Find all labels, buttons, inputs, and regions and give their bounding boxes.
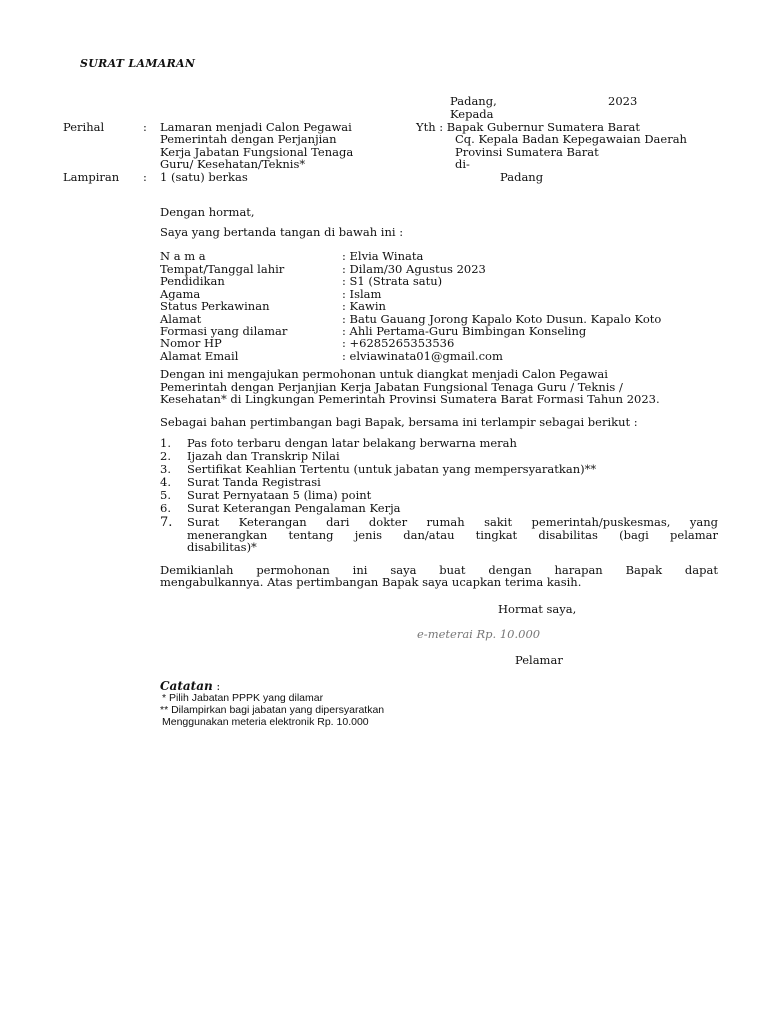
notes-heading-colon: : bbox=[212, 679, 221, 693]
identity-value: : Islam bbox=[342, 286, 382, 301]
identity-value: : +6285265353536 bbox=[342, 336, 455, 351]
list-item-text: disabilitas)* bbox=[187, 540, 257, 554]
perihal-line: Kerja Jabatan Fungsional Tenaga bbox=[160, 145, 354, 159]
emeterai-placeholder: e-meterai Rp. 10.000 bbox=[417, 627, 541, 641]
intro-text: Saya yang bertanda tangan di bawah ini : bbox=[160, 225, 404, 239]
recipient-kepada: Kepada bbox=[450, 107, 494, 121]
list-item-number: 5. bbox=[160, 488, 171, 502]
identity-label: Tempat/Tanggal lahir bbox=[160, 262, 285, 276]
identity-value: : S1 (Strata satu) bbox=[342, 274, 443, 289]
identity-row bbox=[160, 300, 720, 312]
signer-role: Pelamar bbox=[515, 653, 563, 667]
identity-label: Formasi yang dilamar bbox=[160, 323, 288, 338]
identity-label: Alamat Email bbox=[160, 348, 239, 363]
closing-line: mengabulkannya. Atas pertimbangan Bapak saya ucapkan terima kasih. bbox=[160, 575, 582, 589]
identity-label: N a m a bbox=[160, 249, 206, 263]
list-item-text: Sertifikat Keahlian Tertentu (untuk jabatan yang mempersyaratkan)** bbox=[187, 462, 597, 476]
list-item-number: 6. bbox=[160, 501, 171, 515]
list-item-text: Surat Keterangan Pengalaman Kerja bbox=[187, 501, 401, 515]
list-item-text: Ijazah dan Transkrip Nilai bbox=[187, 449, 340, 463]
attachments-list bbox=[160, 437, 718, 557]
identity-row bbox=[160, 350, 720, 362]
note-line: Menggunakan meteria elektronik Rp. 10.000 bbox=[162, 716, 369, 728]
identity-value: : Elvia Winata bbox=[342, 249, 424, 263]
closing-line: Demikianlah permohonan ini saya buat dengan harapan Bapak dapat bbox=[160, 563, 718, 577]
letter-city: Padang, bbox=[450, 94, 497, 108]
list-item-text: Surat Pernyataan 5 (lima) point bbox=[187, 488, 372, 502]
identity-row bbox=[160, 337, 720, 349]
recipient-city: Padang bbox=[500, 170, 544, 184]
identity-value: : elviawinata01@gmail.com bbox=[342, 348, 503, 363]
identity-table bbox=[160, 250, 720, 362]
perihal-colon: : bbox=[143, 120, 147, 134]
greeting: Dengan hormat, bbox=[160, 205, 255, 219]
list-item bbox=[160, 502, 718, 515]
paragraph-line: Dengan ini mengajukan permohonan untuk diangkat menjadi Calon Pegawai bbox=[160, 367, 608, 381]
lampiran-label: Lampiran bbox=[63, 170, 120, 184]
identity-value: : Dilam/30 Agustus 2023 bbox=[342, 262, 486, 276]
identity-label: Agama bbox=[160, 286, 201, 301]
perihal-line: Pemerintah dengan Perjanjian bbox=[160, 132, 337, 146]
recipient-cq-line1: Cq. Kepala Badan Kepegawaian Daerah bbox=[455, 132, 687, 146]
identity-value: : Ahli Pertama-Guru Bimbingan Konseling bbox=[342, 323, 587, 338]
list-item-text: menerangkan tentang jenis dan/atau tingkat disabilitas (bagi pelamar bbox=[187, 528, 718, 542]
letter-title: SURAT LAMARAN bbox=[80, 57, 196, 70]
list-item bbox=[160, 516, 718, 556]
perihal-line: Guru/ Kesehatan/Teknis* bbox=[160, 157, 306, 171]
identity-label: Nomor HP bbox=[160, 336, 222, 351]
list-item-text: Surat Keterangan dari dokter rumah sakit pemerintah/puskesmas, yang bbox=[187, 515, 718, 529]
recipient-yth: Yth : Bapak Gubernur Sumatera Barat bbox=[416, 120, 640, 134]
identity-label: Status Perkawinan bbox=[160, 299, 270, 314]
letter-year: 2023 bbox=[608, 94, 638, 108]
paragraph-line: Kesehatan* di Lingkungan Pemerintah Provinsi Sumatera Barat Formasi Tahun 2023. bbox=[160, 392, 660, 406]
recipient-cq-line2: Provinsi Sumatera Barat bbox=[455, 145, 599, 159]
recipient-di: di- bbox=[455, 157, 470, 171]
list-item-number: 7. bbox=[160, 515, 173, 530]
list-item-number: 3. bbox=[160, 462, 171, 476]
note-line: * Pilih Jabatan PPPK yang dilamar bbox=[162, 692, 324, 704]
identity-row bbox=[160, 275, 720, 287]
note-line: ** Dilampirkan bagi jabatan yang dipersyaratkan bbox=[160, 704, 385, 716]
notes-heading-label: Catatan bbox=[160, 679, 213, 693]
identity-label: Pendidikan bbox=[160, 274, 225, 289]
identity-value: : Batu Gauang Jorong Kapalo Koto Dusun. Kapalo Koto bbox=[342, 311, 662, 326]
list-item-number: 2. bbox=[160, 449, 171, 463]
list-item-number: 4. bbox=[160, 475, 171, 489]
perihal-label: Perihal bbox=[63, 120, 105, 134]
lampiran-value: 1 (satu) berkas bbox=[160, 170, 248, 184]
lampiran-colon: : bbox=[143, 170, 147, 184]
list-item-number: 1. bbox=[160, 436, 171, 450]
list-item-text: Surat Tanda Registrasi bbox=[187, 475, 321, 489]
perihal-line: Lamaran menjadi Calon Pegawai bbox=[160, 120, 352, 134]
paragraph-line: Pemerintah dengan Perjanjian Kerja Jabatan Fungsional Tenaga Guru / Teknis / bbox=[160, 380, 623, 394]
regards: Hormat saya, bbox=[498, 602, 577, 616]
identity-label: Alamat bbox=[160, 311, 202, 326]
attachments-intro: Sebagai bahan pertimbangan bagi Bapak, bersama ini terlampir sebagai berikut : bbox=[160, 415, 638, 429]
list-item-text: Pas foto terbaru dengan latar belakang berwarna merah bbox=[187, 436, 517, 450]
identity-value: : Kawin bbox=[342, 299, 386, 314]
